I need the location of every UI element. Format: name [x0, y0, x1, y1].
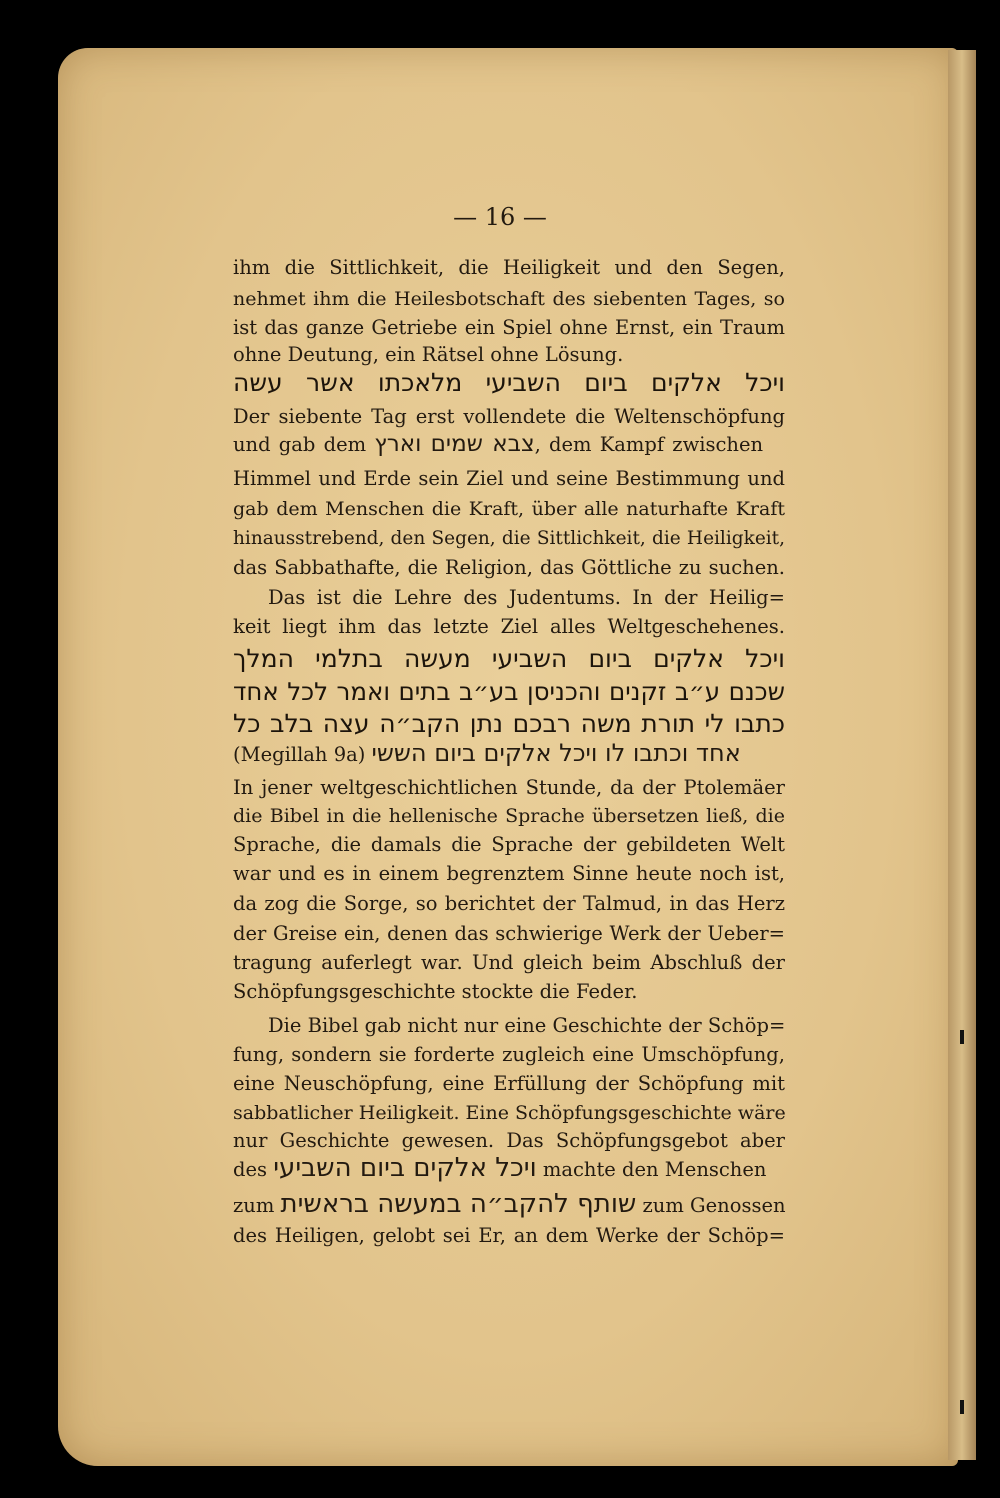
text-line: ihm die Sittlichkeit, die Heiligkeit und den Segen,	[233, 256, 785, 279]
text-line: Die Bibel gab nicht nur eine Geschichte der Schöp=	[268, 1014, 786, 1037]
hebrew-line: ויכל אלקים ביום השביעי מלאכתו אשר עשה	[233, 368, 785, 397]
text-line: des Heiligen, gelobt sei Er, an dem Werke der Schöp=	[233, 1224, 785, 1247]
text-line: der Greise ein, denen das schwierige Werk der Ueber=	[233, 922, 785, 945]
text-line: ohne Deutung, ein Rätsel ohne Lösung.	[233, 343, 624, 366]
text-line: eine Neuschöpfung, eine Erfüllung der Schöpfung mit	[233, 1072, 785, 1095]
text-segment: zum	[233, 1194, 281, 1217]
text-line: die Bibel in die hellenische Sprache übersetzen ließ, die	[233, 805, 785, 827]
hebrew-line: שכנם ע״ב זקנים והכניסן בע״ב בתים ואמר לכל אחד	[233, 677, 785, 706]
text-line-mixed	[233, 1189, 786, 1219]
text-line: da zog die Sorge, so berichtet der Talmud, in das Herz	[233, 892, 785, 915]
hebrew-segment: שותף להקב״ה במעשה בראשית	[280, 1189, 637, 1219]
text-line: nur Geschichte gewesen. Das Schöpfungsgebot aber	[233, 1129, 785, 1152]
text-line-mixed	[233, 1153, 785, 1183]
text-segment: machte den Menschen	[536, 1158, 767, 1181]
text-line-mixed	[233, 432, 785, 457]
text-line: keit liegt ihm das letzte Ziel alles Weltgeschehenes.	[233, 615, 785, 638]
text-line: Das ist die Lehre des Judentums. In der Heilig=	[268, 586, 785, 609]
text-line: fung, sondern sie forderte zugleich eine Umschöpfung,	[233, 1043, 785, 1066]
citation: (Megillah 9a)	[233, 743, 372, 766]
text-segment: und gab dem	[233, 433, 375, 456]
hebrew-segment: ויכל אלקים ביום השביעי	[273, 1153, 537, 1183]
spine-mark	[960, 1400, 964, 1414]
book-spine	[948, 50, 976, 1460]
hebrew-line: ויכל אלקים ביום השביעי מעשה בתלמי המלך	[233, 644, 785, 673]
text-line: war und es in einem begrenztem Sinne heute noch ist,	[233, 862, 785, 885]
text-segment: , dem Kampf zwischen	[534, 433, 764, 456]
spine-mark	[960, 1030, 964, 1044]
text-line: ist das ganze Getriebe ein Spiel ohne Ernst, ein Traum	[233, 316, 785, 339]
text-line: Der siebente Tag erst vollendete die Weltenschöpfung	[233, 405, 785, 428]
hebrew-segment: צבא שמים וארץ	[374, 431, 535, 457]
text-line: Himmel und Erde sein Ziel und seine Bestimmung und	[233, 467, 785, 490]
text-line: gab dem Menschen die Kraft, über alle naturhafte Kraft	[233, 498, 785, 520]
text-line: tragung auferlegt war. Und gleich beim Abschluß der	[233, 951, 785, 974]
text-line: nehmet ihm die Heilesbotschaft des siebenten Tages, so	[233, 288, 785, 310]
hebrew-line: כתבו לי תורת משה רבכם נתן הקב״ה עצה בלב כל	[233, 709, 785, 738]
text-line: Sprache, die damals die Sprache der gebildeten Welt	[233, 833, 785, 856]
text-line: In jener weltgeschichtlichen Stunde, da der Ptolemäer	[233, 776, 785, 799]
text-line: sabbatlicher Heiligkeit. Eine Schöpfungsgeschichte wäre	[233, 1102, 786, 1124]
text-segment: des	[233, 1158, 274, 1181]
page-number: — 16 —	[453, 203, 547, 231]
hebrew-segment: אחד וכתבו לו ויכל אלקים ביום הששי	[371, 739, 741, 767]
text-segment: zum Genossen	[636, 1194, 786, 1217]
text-line: Schöpfungsgeschichte stockte die Feder.	[233, 980, 638, 1003]
text-line-mixed	[233, 741, 785, 767]
text-line: hinausstrebend, den Segen, die Sittlichkeit, die Heiligkeit,	[233, 528, 785, 549]
text-line: das Sabbathafte, die Religion, das Göttliche zu suchen.	[233, 556, 785, 579]
